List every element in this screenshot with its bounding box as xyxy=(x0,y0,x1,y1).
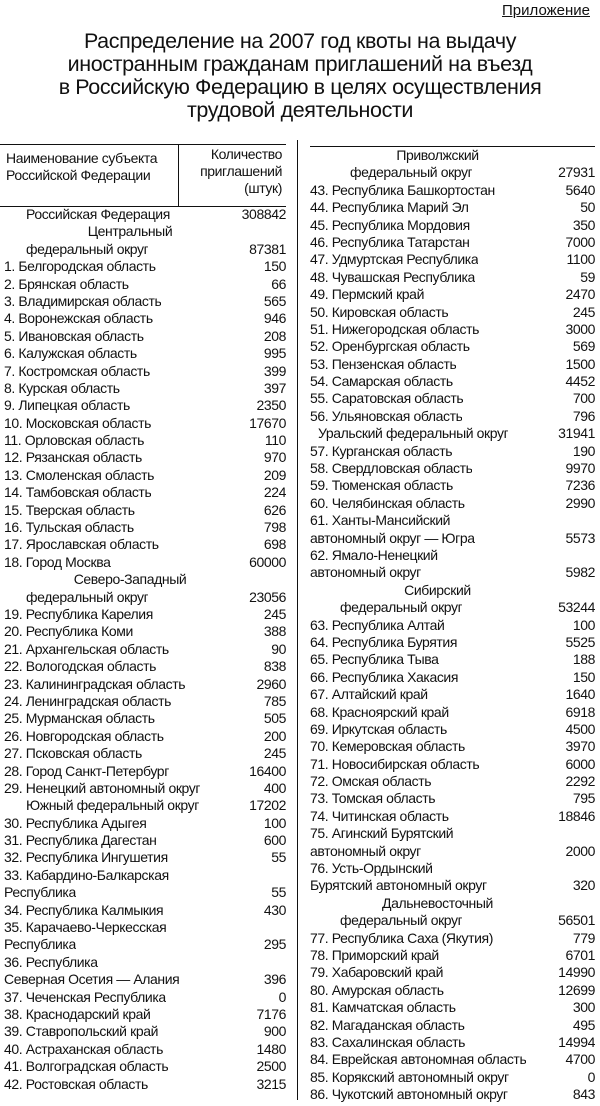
table-row xyxy=(4,710,286,727)
document-title xyxy=(0,30,600,122)
row-name: 17. Ярославская область xyxy=(4,536,159,553)
row-value: 50 xyxy=(580,199,595,216)
row-value: 397 xyxy=(263,379,286,396)
table-row xyxy=(4,1058,286,1075)
table-row xyxy=(4,328,286,345)
row-name: 16. Тульская область xyxy=(4,519,134,536)
row-name: 32. Республика Ингушетия xyxy=(4,849,168,866)
row-group xyxy=(4,258,286,571)
table-row xyxy=(310,251,595,268)
table-row xyxy=(4,449,286,466)
row-value: 2990 xyxy=(565,494,595,511)
row-group xyxy=(4,815,286,867)
row-value: 14994 xyxy=(558,1033,595,1050)
table-row xyxy=(310,756,595,773)
row-name: 83. Сахалинская область xyxy=(310,1033,466,1050)
row-value: 995 xyxy=(263,345,286,362)
row-value: 100 xyxy=(572,616,595,633)
row-name: 42. Ростовская область xyxy=(4,1075,148,1092)
row-name: 31. Республика Дагестан xyxy=(4,832,157,849)
row-value: 495 xyxy=(572,1016,595,1033)
row-value: 400 xyxy=(263,779,286,796)
row-value: 838 xyxy=(263,658,286,675)
table-row xyxy=(4,728,286,745)
right-column xyxy=(310,146,595,1103)
row-value: 843 xyxy=(572,1086,595,1103)
table-row xyxy=(310,686,595,703)
table-row: Бурятский автономный округ 320 xyxy=(310,877,595,894)
table-row xyxy=(4,1076,286,1093)
row-value: 12699 xyxy=(558,981,595,998)
table-row xyxy=(310,234,595,251)
table-row: Северная Осетия — Алания 396 xyxy=(4,971,286,988)
table-row xyxy=(310,651,595,668)
row-name: 65. Республика Тыва xyxy=(310,651,439,668)
row-name: 58. Свердловская область xyxy=(310,460,473,477)
row-group xyxy=(4,989,286,1093)
row-value: 300 xyxy=(572,999,595,1016)
row-value: 9970 xyxy=(565,460,595,477)
table-row xyxy=(4,415,286,432)
row-value: 245 xyxy=(263,745,286,762)
row-value: 245 xyxy=(572,303,595,320)
table-row xyxy=(310,217,595,234)
row-name: 11. Орловская область xyxy=(4,432,145,449)
row-name: 21. Архангельская область xyxy=(4,640,169,657)
row-name: 81. Камчатская область xyxy=(310,999,456,1016)
row-value: 1500 xyxy=(565,355,595,372)
row-name: 63. Республика Алтай xyxy=(310,616,445,633)
table-row xyxy=(4,780,286,797)
table-row xyxy=(310,790,595,807)
row-name: 39. Ставропольский край xyxy=(4,1023,159,1040)
row-group xyxy=(310,617,595,826)
row-value: 2960 xyxy=(256,675,286,692)
row-name: 53. Пензенская область xyxy=(310,355,457,372)
row-group xyxy=(4,606,286,797)
row-value: 6918 xyxy=(565,703,595,720)
row-name: 29. Ненецкий автономный округ xyxy=(4,779,201,796)
table-row xyxy=(4,658,286,675)
table-row xyxy=(4,519,286,536)
row-name: 23. Калининградская область xyxy=(4,675,186,692)
row-value: 66 xyxy=(271,275,286,292)
row-name: 7. Костромская область xyxy=(4,362,150,379)
row-value: 946 xyxy=(263,310,286,327)
table-row xyxy=(310,443,595,460)
row-name: 86. Чукотский автономный округ xyxy=(310,1086,508,1103)
row-value: 399 xyxy=(263,362,286,379)
row-name: 68. Красноярский край xyxy=(310,703,449,720)
row-name: 46. Республика Татарстан xyxy=(310,233,470,250)
row-value: 900 xyxy=(263,1023,286,1040)
row-value: 785 xyxy=(263,692,286,709)
row-value: 6000 xyxy=(565,755,595,772)
row-name: 82. Магаданская область xyxy=(310,1016,465,1033)
table-row xyxy=(310,1051,595,1068)
table-row: автономный округ — Югра 5573 xyxy=(310,529,595,546)
row-name: 85. Корякский автономный округ xyxy=(310,1068,509,1085)
row-value: 2292 xyxy=(565,773,595,790)
row-name: 20. Республика Коми xyxy=(4,623,133,640)
row-value: 200 xyxy=(263,727,286,744)
row-value: 7236 xyxy=(565,477,595,494)
table-row-line: 75. Агинский Бурятский xyxy=(310,825,454,842)
row-name: 10. Московская область xyxy=(4,414,152,431)
table-row xyxy=(310,199,595,216)
title-line: в Российскую Федерацию в целях осуществления xyxy=(58,75,542,99)
row-name: 3. Владимирская область xyxy=(4,292,162,309)
table-row-line: 35. Карачаево-Черкесская xyxy=(4,919,167,936)
row-name: 66. Республика Хакасия xyxy=(310,668,459,685)
row-name: 43. Республика Башкортостан xyxy=(310,181,495,198)
table-row xyxy=(4,380,286,397)
table-row xyxy=(310,304,595,321)
row-value: 700 xyxy=(572,390,595,407)
row-name: 56. Ульяновская область xyxy=(310,407,463,424)
row-value: 59 xyxy=(580,268,595,285)
row-name: 52. Оренбургская область xyxy=(310,338,470,355)
table-row xyxy=(4,1006,286,1023)
left-rows xyxy=(4,206,286,1093)
table-row xyxy=(4,676,286,693)
row-name: 48. Чувашская Республика xyxy=(310,268,475,285)
row-value: 3970 xyxy=(565,738,595,755)
table-row xyxy=(310,390,595,407)
table-row xyxy=(4,606,286,623)
right-rows xyxy=(310,147,595,1103)
table-row xyxy=(310,286,595,303)
table-row xyxy=(4,641,286,658)
table-row xyxy=(4,467,286,484)
table-row xyxy=(4,293,286,310)
table-row xyxy=(310,982,595,999)
table-row xyxy=(310,999,595,1016)
table-row xyxy=(310,738,595,755)
table-row xyxy=(4,345,286,362)
table-row xyxy=(4,1041,286,1058)
table-row xyxy=(4,763,286,780)
row-name: 74. Читинская область xyxy=(310,807,449,824)
district-row: федеральный округ 53244 xyxy=(340,599,595,616)
table-row xyxy=(310,460,595,477)
table-row xyxy=(4,832,286,849)
table-row: Российская Федерация 308842 xyxy=(26,206,286,222)
table-row xyxy=(310,321,595,338)
table-row xyxy=(4,745,286,762)
table-row xyxy=(4,502,286,519)
row-name: 24. Ленинградская область xyxy=(4,692,171,709)
table-header xyxy=(4,146,290,206)
row-value: 245 xyxy=(263,605,286,622)
row-name: 44. Республика Марий Эл xyxy=(310,199,469,216)
row-name: 37. Чеченская Республика xyxy=(4,988,166,1005)
row-value: 208 xyxy=(263,327,286,344)
table-row xyxy=(310,721,595,738)
row-name: 28. Город Санкт-Петербург xyxy=(4,762,169,779)
table-row-line: 61. Ханты-Мансийский xyxy=(310,512,451,529)
row-name: 50. Кировская область xyxy=(310,303,449,320)
row-value: 90 xyxy=(271,640,286,657)
table-row xyxy=(4,310,286,327)
row-value: 150 xyxy=(572,668,595,685)
district-row: Южный федеральный округ 17202 xyxy=(26,797,286,814)
row-value: 224 xyxy=(263,484,286,501)
title-line: Распределение на 2007 год квоты на выдачу xyxy=(83,29,517,53)
row-name: 38. Краснодарский край xyxy=(4,1005,151,1022)
district-heading: Центральный xyxy=(87,223,173,240)
table-row xyxy=(4,623,286,640)
table-row xyxy=(4,693,286,710)
row-name: 6. Калужская область xyxy=(4,345,137,362)
col2-header: Количество приглашений (штук) xyxy=(200,146,282,196)
table-row: Республика 295 xyxy=(4,936,286,953)
row-value: 14990 xyxy=(558,964,595,981)
table-row xyxy=(4,815,286,832)
row-value: 55 xyxy=(271,849,286,866)
row-value: 2500 xyxy=(256,1058,286,1075)
table-row xyxy=(4,484,286,501)
district-row: федеральный округ 23056 xyxy=(26,588,286,605)
table-row-line: 62. Ямало-Ненецкий xyxy=(310,546,438,563)
table-row xyxy=(310,704,595,721)
row-name: 22. Вологодская область xyxy=(4,658,157,675)
row-name: 47. Удмуртская Республика xyxy=(310,251,479,268)
row-value: 209 xyxy=(263,466,286,483)
table-row xyxy=(4,536,286,553)
table-row xyxy=(310,1034,595,1051)
row-name: 80. Амурская область xyxy=(310,981,444,998)
table-row xyxy=(310,182,595,199)
row-value: 3000 xyxy=(565,320,595,337)
row-name: 59. Тюменская область xyxy=(310,477,453,494)
district-row: федеральный округ 56501 xyxy=(340,912,595,929)
table-row: автономный округ 5982 xyxy=(310,564,595,581)
row-name: 12. Рязанская область xyxy=(4,449,142,466)
row-name: 30. Республика Адыгея xyxy=(4,814,147,831)
row-name: 15. Тверская область xyxy=(4,501,135,518)
row-name: 9. Липецкая область xyxy=(4,397,130,414)
table-row-line: 76. Усть-Ордынский xyxy=(310,860,433,877)
table-row xyxy=(310,634,595,651)
row-value: 7000 xyxy=(565,233,595,250)
row-name: 5. Ивановская область xyxy=(4,327,144,344)
row-value: 0 xyxy=(278,988,286,1005)
row-value: 100 xyxy=(263,814,286,831)
row-name: 69. Иркутская область xyxy=(310,720,447,737)
row-value: 970 xyxy=(263,449,286,466)
row-value: 1100 xyxy=(566,251,595,268)
table-row xyxy=(4,363,286,380)
row-name: 79. Хабаровский край xyxy=(310,964,443,981)
row-group xyxy=(310,930,595,1104)
district-heading: Сибирский xyxy=(404,581,471,598)
row-name: 84. Еврейская автономная область xyxy=(310,1051,527,1068)
table-row-line: 36. Республика xyxy=(4,953,98,970)
table-row xyxy=(4,989,286,1006)
title-line: иностранным гражданам приглашений на въезд xyxy=(67,52,533,76)
row-value: 4452 xyxy=(565,373,595,390)
row-value: 798 xyxy=(263,519,286,536)
row-name: 64. Республика Бурятия xyxy=(310,633,458,650)
table-row xyxy=(310,964,595,981)
row-value: 190 xyxy=(572,442,595,459)
table-row-line: 33. Кабардино-Балкарская xyxy=(4,866,169,883)
row-name: 73. Томская область xyxy=(310,790,436,807)
row-value: 110 xyxy=(264,432,286,449)
row-value: 698 xyxy=(263,536,286,553)
row-name: 13. Смоленская область xyxy=(4,466,154,483)
row-value: 4700 xyxy=(565,1051,595,1068)
row-name: 70. Кемеровская область xyxy=(310,738,465,755)
row-value: 795 xyxy=(572,790,595,807)
district-heading: Северо-Западный xyxy=(73,571,187,588)
row-value: 16400 xyxy=(249,762,286,779)
row-name: 19. Республика Карелия xyxy=(4,605,153,622)
district-row: федеральный округ 27931 xyxy=(350,164,595,181)
row-value: 505 xyxy=(263,710,286,727)
annex-label: Приложение xyxy=(502,2,590,19)
row-name: 14. Тамбовская область xyxy=(4,484,152,501)
row-value: 18846 xyxy=(558,807,595,824)
row-value: 3215 xyxy=(256,1075,286,1092)
row-name: 45. Республика Мордовия xyxy=(310,216,470,233)
table-row xyxy=(310,373,595,390)
district-row: Уральский федеральный округ 31941 xyxy=(318,425,595,442)
row-name: 1. Белгородская область xyxy=(4,258,156,275)
district-heading: Дальневосточный xyxy=(382,894,493,911)
row-name: 49. Пермский край xyxy=(310,286,424,303)
row-value: 2470 xyxy=(565,286,595,303)
row-value: 350 xyxy=(572,216,595,233)
table-row xyxy=(310,669,595,686)
row-name: 54. Самарская область xyxy=(310,373,453,390)
row-value: 6701 xyxy=(565,946,595,963)
row-value: 0 xyxy=(587,1068,595,1085)
row-name: 51. Нижегородская область xyxy=(310,320,479,337)
row-value: 188 xyxy=(572,651,595,668)
column-divider xyxy=(297,140,298,1100)
row-value: 796 xyxy=(572,407,595,424)
table-row xyxy=(4,276,286,293)
district-row: федеральный округ 87381 xyxy=(26,240,286,257)
row-value: 1640 xyxy=(565,686,595,703)
row-value: 5640 xyxy=(565,181,595,198)
row-value: 779 xyxy=(572,929,595,946)
row-group xyxy=(310,443,595,513)
row-name: 72. Омская область xyxy=(310,773,432,790)
table-row: 34. Республика Калмыкия 430 xyxy=(4,901,286,918)
row-name: 57. Курганская область xyxy=(310,442,453,459)
table-row xyxy=(4,1023,286,1040)
table-row xyxy=(4,258,286,275)
col1-header: Наименование субъекта Российской Федерации xyxy=(6,150,158,183)
row-value: 388 xyxy=(263,623,286,640)
row-value: 7176 xyxy=(256,1005,286,1022)
table-row xyxy=(310,1069,595,1086)
table-row xyxy=(310,269,595,286)
row-name: 4. Воронежская область xyxy=(4,310,153,327)
row-name: 41. Волгоградская область xyxy=(4,1058,169,1075)
table-row: автономный округ 2000 xyxy=(310,842,595,859)
district-heading: Приволжский xyxy=(396,147,479,163)
table-row xyxy=(310,617,595,634)
title-line: трудовой деятельности xyxy=(186,98,413,122)
table-row xyxy=(310,1017,595,1034)
row-value: 565 xyxy=(263,292,286,309)
row-name: 67. Алтайский край xyxy=(310,686,428,703)
table-row xyxy=(310,408,595,425)
row-name: 78. Приморский край xyxy=(310,946,439,963)
row-value: 5525 xyxy=(565,633,595,650)
table-row xyxy=(310,808,595,825)
row-value: 600 xyxy=(263,832,286,849)
table-row xyxy=(310,477,595,494)
row-value: 60000 xyxy=(249,553,286,570)
row-name: 25. Мурманская область xyxy=(4,710,155,727)
row-name: 77. Республика Саха (Якутия) xyxy=(310,929,493,946)
row-name: 71. Новосибирская область xyxy=(310,755,480,772)
row-name: 60. Челябинская область xyxy=(310,494,465,511)
row-value: 626 xyxy=(263,501,286,518)
table-row xyxy=(310,947,595,964)
row-name: 55. Саратовская область xyxy=(310,390,464,407)
row-value: 1480 xyxy=(256,1040,286,1057)
table-row xyxy=(310,930,595,947)
table-row: Республика 55 xyxy=(4,884,286,901)
table-row xyxy=(310,356,595,373)
row-name: 27. Псковская область xyxy=(4,745,142,762)
table-row xyxy=(4,432,286,449)
table-row xyxy=(310,495,595,512)
table-row xyxy=(310,1086,595,1103)
row-name: 26. Новгородская область xyxy=(4,727,164,744)
table-row xyxy=(310,338,595,355)
row-value: 4500 xyxy=(565,720,595,737)
row-name: 2. Брянская область xyxy=(4,275,129,292)
row-name: 8. Курская область xyxy=(4,379,120,396)
row-value: 150 xyxy=(263,258,286,275)
row-value: 569 xyxy=(572,338,595,355)
row-name: 40. Астраханская область xyxy=(4,1040,163,1057)
row-value: 2350 xyxy=(256,397,286,414)
table-row xyxy=(4,849,286,866)
table-row xyxy=(310,773,595,790)
table-row xyxy=(4,554,286,571)
row-value: 17670 xyxy=(249,414,286,431)
row-group xyxy=(310,182,595,425)
table-row xyxy=(4,397,286,414)
row-name: 18. Город Москва xyxy=(4,553,111,570)
